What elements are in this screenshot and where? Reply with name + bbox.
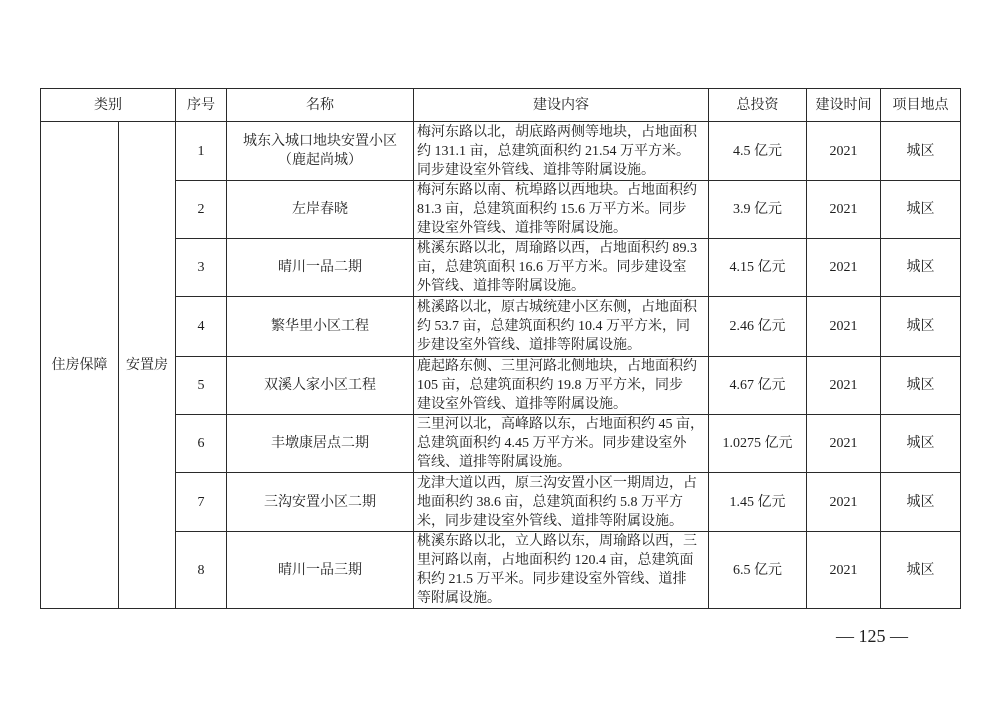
construction-content: 梅河东路以南、杭埠路以西地块。占地面积约 81.3 亩，总建筑面积约 15.6 万平方米。同步 建设室外管线、道排等附属设施。: [414, 181, 709, 239]
table-row: [41, 532, 961, 609]
project-name: 晴川一品二期: [227, 239, 414, 297]
total-investment: 6.5 亿元: [709, 532, 807, 609]
project-location: 城区: [881, 532, 961, 609]
project-location: 城区: [881, 357, 961, 415]
construction-content: 桃溪东路以北，周瑜路以西，占地面积约 89.3 亩，总建筑面积 16.6 万平方米。同步建设室 外管线、道排等附属设施。: [414, 239, 709, 297]
construction-year: 2021: [807, 532, 881, 609]
project-name: 双溪人家小区工程: [227, 357, 414, 415]
construction-content: 梅河东路以北，胡底路两侧等地块，占地面积 约 131.1 亩，总建筑面积约 21.54 万平方米。 同步建设室外管线、道排等附属设施。: [414, 122, 709, 181]
total-investment: 1.0275 亿元: [709, 415, 807, 473]
project-name: 繁华里小区工程: [227, 297, 414, 357]
subcategory-cell: 安置房: [119, 122, 176, 609]
row-index: 1: [176, 122, 227, 181]
header-year: 建设时间: [807, 89, 881, 122]
construction-content: 龙津大道以西，原三沟安置小区一期周边，占 地面积约 38.6 亩，总建筑面积约 5.8 万平方 米，同步建设室外管线、道排等附属设施。: [414, 473, 709, 532]
project-location: 城区: [881, 239, 961, 297]
construction-content: 桃溪东路以北，立人路以东，周瑜路以西，三 里河路以南，占地面积约 120.4 亩，总建筑面 积约 21.5 万平米。同步建设室外管线、道排 等附属设施。: [414, 532, 709, 609]
table-row: [41, 297, 961, 357]
total-investment: 4.5 亿元: [709, 122, 807, 181]
header-index: 序号: [176, 89, 227, 122]
project-name: 三沟安置小区二期: [227, 473, 414, 532]
project-name: 左岸春晓: [227, 181, 414, 239]
total-investment: 2.46 亿元: [709, 297, 807, 357]
header-location: 项目地点: [881, 89, 961, 122]
construction-year: 2021: [807, 357, 881, 415]
table-row: [41, 415, 961, 473]
project-location: 城区: [881, 297, 961, 357]
header-row: [41, 89, 961, 122]
project-table: [40, 88, 961, 609]
project-name: 城东入城口地块安置小区 （鹿起尚城）: [227, 122, 414, 181]
row-index: 8: [176, 532, 227, 609]
row-index: 4: [176, 297, 227, 357]
table-row: [41, 473, 961, 532]
construction-year: 2021: [807, 122, 881, 181]
construction-content: 桃溪路以北，原古城统建小区东侧，占地面积 约 53.7 亩，总建筑面积约 10.4 万平方米，同 步建设室外管线、道排等附属设施。: [414, 297, 709, 357]
project-name: 晴川一品三期: [227, 532, 414, 609]
category-cell: 住房保障: [41, 122, 119, 609]
project-location: 城区: [881, 181, 961, 239]
header-name: 名称: [227, 89, 414, 122]
project-location: 城区: [881, 415, 961, 473]
table-row: [41, 181, 961, 239]
project-location: 城区: [881, 122, 961, 181]
construction-year: 2021: [807, 473, 881, 532]
table-row: [41, 357, 961, 415]
total-investment: 4.67 亿元: [709, 357, 807, 415]
header-category: 类别: [41, 89, 176, 122]
row-index: 3: [176, 239, 227, 297]
row-index: 7: [176, 473, 227, 532]
construction-year: 2021: [807, 415, 881, 473]
construction-content: 三里河以北，高峰路以东，占地面积约 45 亩， 总建筑面积约 4.45 万平方米。同步建设室外 管线、道排等附属设施。: [414, 415, 709, 473]
row-index: 6: [176, 415, 227, 473]
construction-year: 2021: [807, 297, 881, 357]
row-index: 2: [176, 181, 227, 239]
total-investment: 1.45 亿元: [709, 473, 807, 532]
header-content: 建设内容: [414, 89, 709, 122]
construction-year: 2021: [807, 181, 881, 239]
project-location: 城区: [881, 473, 961, 532]
project-name: 丰墩康居点二期: [227, 415, 414, 473]
page-number: — 125 —: [836, 626, 908, 646]
construction-content: 鹿起路东侧、三里河路北侧地块，占地面积约 105 亩，总建筑面积约 19.8 万平方米，同步 建设室外管线、道排等附属设施。: [414, 357, 709, 415]
table-row: [41, 122, 961, 181]
total-investment: 4.15 亿元: [709, 239, 807, 297]
total-investment: 3.9 亿元: [709, 181, 807, 239]
header-investment: 总投资: [709, 89, 807, 122]
row-index: 5: [176, 357, 227, 415]
table-row: [41, 239, 961, 297]
construction-year: 2021: [807, 239, 881, 297]
